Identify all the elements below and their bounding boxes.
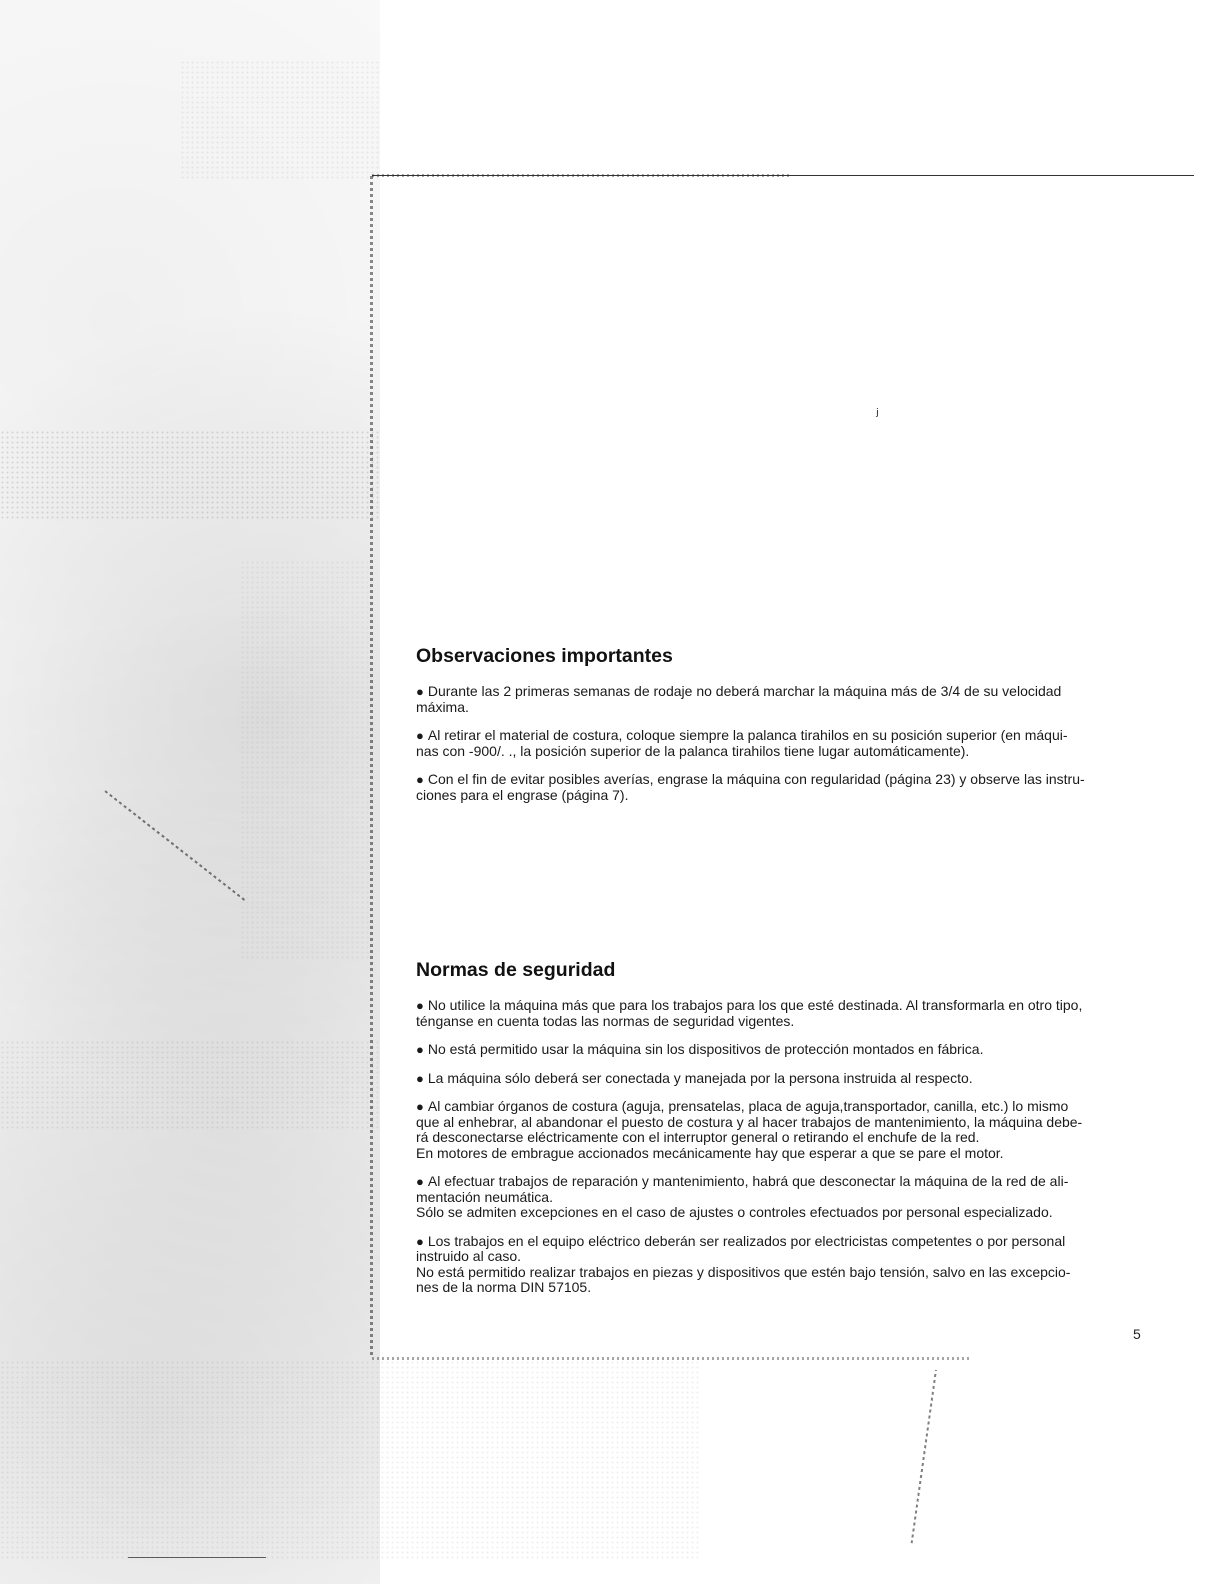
bullet-icon: ●	[416, 772, 424, 787]
list-item	[416, 772, 1146, 803]
text-line	[416, 1130, 1146, 1146]
bullet-icon: ●	[416, 1099, 424, 1114]
text-line	[416, 1014, 1146, 1030]
list-item	[416, 1234, 1146, 1296]
page-frame-left	[370, 175, 373, 1355]
line-text: No está permitido realizar trabajos en piezas y dispositivos que estén bajo tensión, salvo en las excepcio-	[416, 1263, 1071, 1280]
line-text: No utilice la máquina más que para los trabajos para los que esté destinada. Al transformarla en otro tipo,	[427, 997, 1083, 1013]
text-line	[416, 1234, 1146, 1250]
scan-speckle	[0, 1360, 700, 1560]
line-text: Con el fin de evitar posibles averías, engrase la máquina con regularidad (página 23) y observe las instru-	[427, 771, 1085, 787]
line-text: ténganse en cuenta todas las normas de seguridad vigentes.	[416, 1012, 795, 1029]
text-line	[416, 788, 1146, 804]
text-line	[416, 1205, 1146, 1221]
section-title-observaciones: Observaciones importantes	[416, 645, 673, 667]
page-frame-top	[372, 175, 1194, 176]
scan-shadow-left	[0, 0, 380, 1584]
text-line	[416, 744, 1146, 760]
text-line	[416, 700, 1146, 716]
line-text: Durante las 2 primeras semanas de rodaje no deberá marchar la máquina más de 3/4 de su velocidad	[427, 683, 1062, 699]
line-text: Los trabajos en el equipo eléctrico deberán ser realizados por electricistas competentes o por personal	[427, 1232, 1066, 1249]
line-text: rá desconectarse eléctricamente con el interruptor general o retirando el enchufe de la red.	[416, 1129, 980, 1145]
text-line	[416, 1115, 1146, 1131]
page-frame-bottom	[372, 1357, 972, 1360]
observaciones-list	[416, 684, 1146, 803]
line-text: que al enhebrar, al abandonar el puesto de costura y al hacer trabajos de mantenimiento, la máquina debe-	[416, 1113, 1083, 1130]
list-item	[416, 684, 1146, 715]
line-text: Al retirar el material de costura, coloque siempre la palanca tirahilos en su posición superior (en máqui-	[427, 727, 1068, 743]
text-line	[416, 1249, 1146, 1265]
line-text: instruido al caso.	[416, 1248, 522, 1264]
line-text: máxima.	[416, 698, 469, 715]
section-observaciones	[416, 644, 1146, 816]
bullet-icon: ●	[416, 728, 424, 743]
line-text: No está permitido usar la máquina sin los dispositivos de protección montados en fábrica.	[427, 1041, 984, 1057]
scan-stroke-diagonal	[104, 790, 247, 902]
blue-underline-mark	[128, 1557, 266, 1558]
text-line	[416, 1042, 1146, 1058]
line-text: En motores de embrague accionados mecánicamente hay que esperar a que se pare el motor.	[416, 1144, 1004, 1161]
normas-list	[416, 998, 1146, 1296]
scan-speckle	[180, 60, 380, 180]
bullet-icon: ●	[416, 1233, 424, 1249]
scan-speckle	[0, 1040, 380, 1130]
line-text: nas con -900/. ., la posición superior de la palanca tirahilos tiene lugar automáticamente).	[416, 742, 970, 759]
text-line	[416, 998, 1146, 1014]
text-line	[416, 1280, 1146, 1296]
line-text: nes de la norma DIN 57105.	[416, 1279, 592, 1295]
bullet-icon: ●	[416, 998, 424, 1013]
list-item	[416, 1174, 1146, 1221]
text-line	[416, 1099, 1146, 1115]
bullet-icon: ●	[416, 684, 424, 699]
bullet-icon: ●	[416, 1042, 424, 1057]
text-line	[416, 1174, 1146, 1190]
text-line	[416, 772, 1146, 788]
text-line	[416, 684, 1146, 700]
text-line	[416, 1071, 1146, 1087]
line-text: Al cambiar órganos de costura (aguja, prensatelas, placa de aguja,transportador, canilla, etc.) lo mismo	[427, 1098, 1069, 1114]
bullet-icon: ●	[416, 1070, 424, 1086]
stray-mark: ⱼ	[876, 402, 879, 419]
line-text: La máquina sólo deberá ser conectada y manejada por la persona instruida al respecto.	[427, 1069, 973, 1086]
list-item	[416, 1071, 1146, 1087]
list-item	[416, 1042, 1146, 1058]
scan-stroke-vertical	[911, 1370, 937, 1544]
page-number: 5	[1133, 1326, 1141, 1342]
list-item	[416, 1099, 1146, 1161]
text-line	[416, 728, 1146, 744]
scan-speckle	[0, 430, 380, 520]
line-text: Sólo se admiten excepciones en el caso de ajustes o controles efectuados por personal especializado.	[416, 1204, 1053, 1220]
scan-speckle	[240, 560, 370, 960]
bullet-icon: ●	[416, 1174, 424, 1189]
section-normas	[416, 958, 1146, 1309]
section-title-normas: Normas de seguridad	[416, 959, 616, 981]
list-item	[416, 998, 1146, 1029]
text-line	[416, 1190, 1146, 1206]
text-line	[416, 1265, 1146, 1281]
text-line	[416, 1146, 1146, 1162]
list-item	[416, 728, 1146, 759]
line-text: mentación neumática.	[416, 1188, 553, 1205]
line-text: Al efectuar trabajos de reparación y mantenimiento, habrá que desconectar la máquina de la red de ali-	[427, 1173, 1069, 1189]
line-text: ciones para el engrase (página 7).	[416, 786, 629, 803]
